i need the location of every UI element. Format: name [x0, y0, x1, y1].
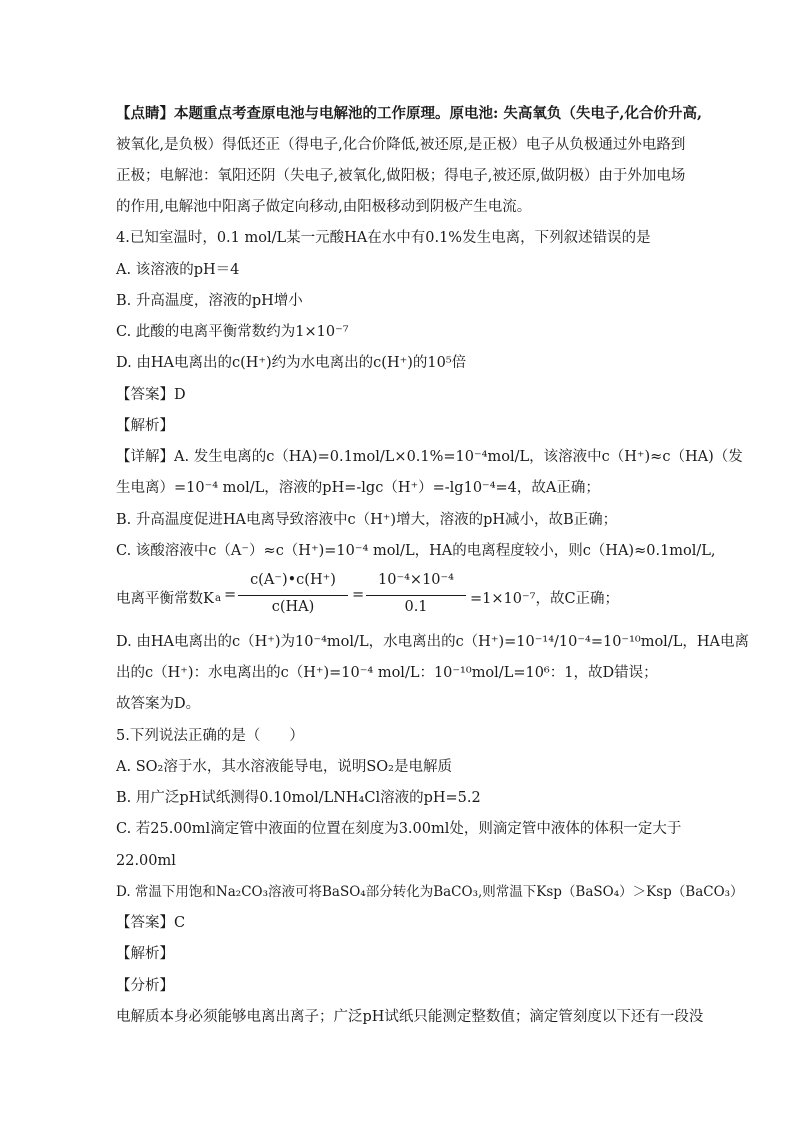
analysis-4-heading: 【解析】	[116, 418, 174, 434]
answer-4: 【答案】D	[116, 387, 186, 403]
formula-denominator-1: c(HA)	[271, 599, 315, 615]
question-5-option-a: A. SO₂溶于水，其水溶液能导电，说明SO₂是电解质	[116, 759, 452, 775]
note-line-2: 被氧化,是负极）得低还正（得电子,化合价降低,被还原,是正极）电子从负极通过外电路到	[116, 137, 686, 153]
fraction-bar-1	[238, 595, 348, 596]
equilibrium-constant-formula	[116, 572, 676, 622]
question-4-option-d: D. 由HA电离出的c(H⁺)约为水电离出的c(H⁺)的10⁵倍	[116, 355, 467, 371]
question-4-option-c: C. 此酸的电离平衡常数约为1×10⁻⁷	[116, 324, 349, 340]
question-4: 4.已知室温时，0.1 mol/L某一元酸HA在水中有0.1%发生电离，下列叙述错误的是	[116, 230, 651, 246]
breakdown-5-heading: 【分析】	[116, 978, 174, 994]
question-4-option-b: B. 升高温度，溶液的pH增小	[116, 293, 303, 309]
formula-denominator-2: 0.1	[404, 599, 428, 615]
formula-equals: =	[224, 587, 237, 603]
note-line-4: 的作用,电解池中阳离子做定向移动,由阳极移动到阴极产生电流。	[116, 199, 532, 215]
formula-prefix: 电离平衡常数K	[116, 591, 214, 607]
detail-line-4: C. 该酸溶液中c（A⁻）≈c（H⁺)=10⁻⁴ mol/L，HA的电离程度较小，则c（HA)≈0.1mol/L,	[116, 543, 716, 559]
question-4-option-a: A. 该溶液的pH＝4	[116, 262, 240, 278]
question-5: 5.下列说法正确的是（ ）	[116, 728, 304, 744]
detail-line-6: D. 由HA电离出的c（H⁺)为10⁻⁴mol/L，水电离出的c（H⁺)=10⁻¹⁴/10⁻⁴=10⁻¹⁰mol/L，HA电离	[116, 634, 749, 650]
detail-line-3: B. 升高温度促进HA电离导致溶液中c（H⁺)增大，溶液的pH减小，故B正确；	[116, 512, 618, 528]
question-5-option-c-line-2: 22.00ml	[116, 853, 176, 869]
detail-line-2: 生电离）=10⁻⁴ mol/L，溶液的pH=-lgc（H⁺）=-lg10⁻⁴=4，故A正确；	[116, 480, 600, 496]
question-5-option-b: B. 用广泛pH试纸测得0.10mol/LNH₄Cl溶液的pH=5.2	[116, 790, 481, 806]
answer-5: 【答案】C	[116, 915, 186, 931]
detail-line-1: 【详解】A. 发生电离的c（HA)=0.1mol/L×0.1%=10⁻⁴mol/L，该溶液中c（H⁺)≈c（HA)（发	[116, 449, 743, 465]
formula-numerator-2: 10⁻⁴×10⁻⁴	[378, 572, 454, 588]
note-line-1: 【点睛】本题重点考查原电池与电解池的工作原理。原电池: 失高氧负（失电子,化合价升高,	[116, 105, 702, 122]
fraction-bar-2	[366, 595, 466, 596]
note-line-3: 正极；电解池：氧阳还阴（失电子,被氧化,做阳极；得电子,被还原,做阴极）由于外加电场	[116, 168, 686, 184]
detail-line-7: 出的c（H⁺)：水电离出的c（H⁺)=10⁻⁴ mol/L：10⁻¹⁰mol/L=10⁶：1，故D错误；	[116, 665, 658, 681]
formula-numerator-1: c(A⁻)•c(H⁺)	[250, 572, 336, 588]
formula-subscript: a	[215, 593, 221, 604]
detail-line-8: 故答案为D。	[116, 696, 201, 712]
breakdown-5-text: 电解质本身必须能够电离出离子；广泛pH试纸只能测定整数值；滴定管刻度以下还有一段没	[116, 1009, 704, 1025]
question-5-option-c-line-1: C. 若25.00ml滴定管中液面的位置在刻度为3.00ml处，则滴定管中液体的体积一定大于	[116, 821, 682, 837]
formula-equals-2: =	[352, 587, 365, 603]
analysis-5-heading: 【解析】	[116, 946, 174, 962]
formula-result: =1×10⁻⁷，故C正确；	[470, 591, 620, 607]
question-5-option-d: D. 常温下用饱和Na₂CO₃溶液可将BaSO₄部分转化为BaCO₃,则常温下Ksp（BaSO₄）＞Ksp（BaCO₃）	[116, 884, 744, 900]
